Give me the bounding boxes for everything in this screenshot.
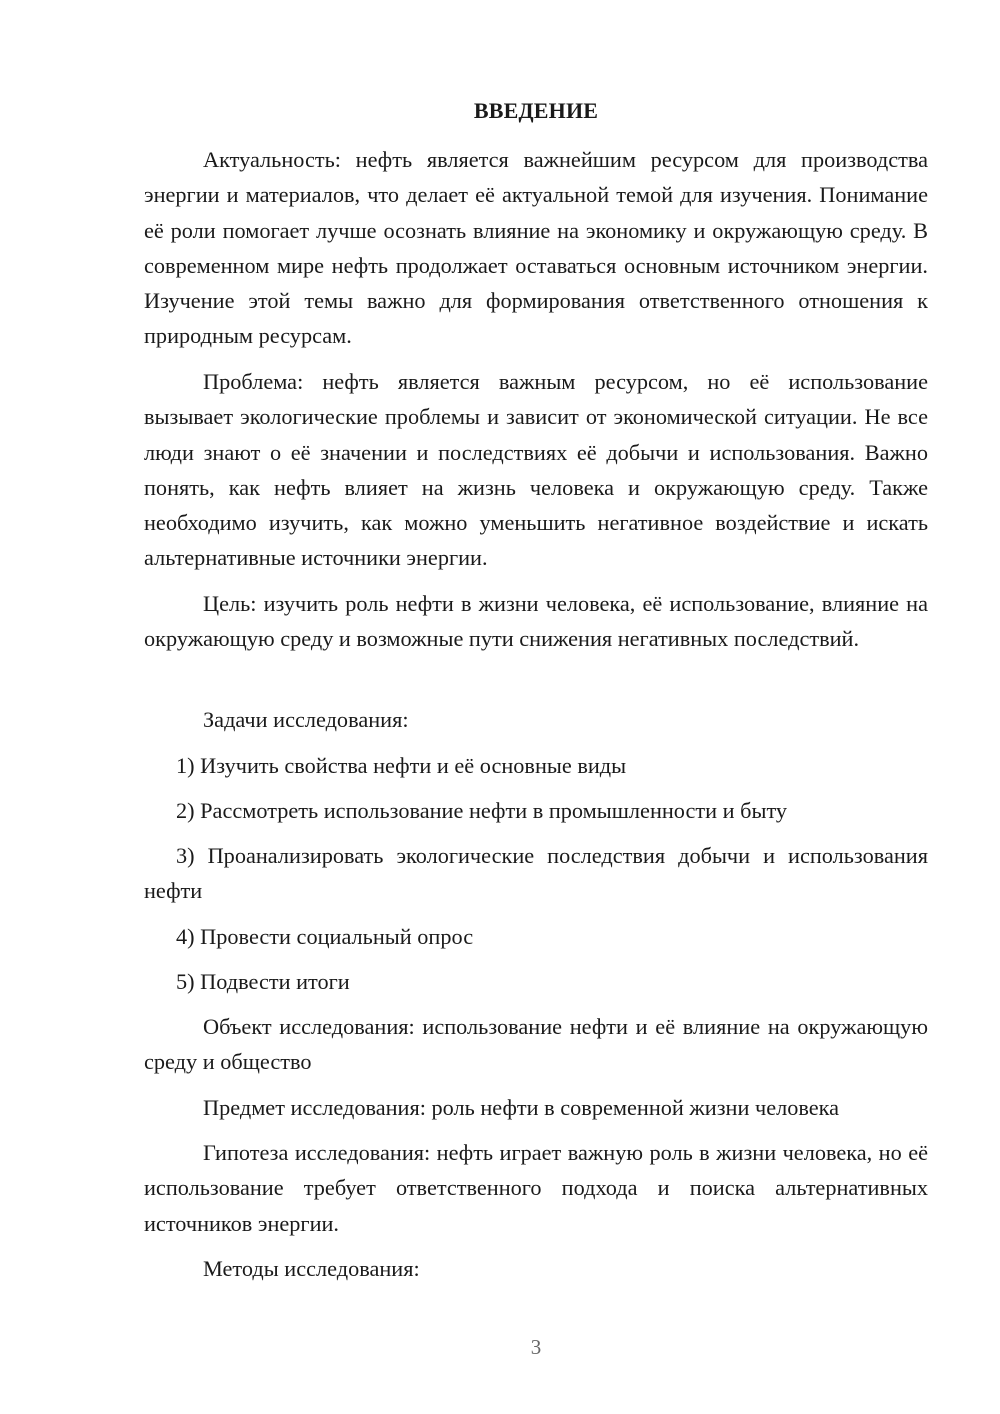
paragraph-subject: Предмет исследования: роль нефти в современной жизни человека [203,1095,840,1120]
page-title: ВВЕДЕНИЕ [473,98,599,123]
paragraph-tasks-heading: Задачи исследования: [203,707,409,732]
task-item-2: 2) Рассмотреть использование нефти в промышленности и быту [176,798,788,823]
paragraph-problem: Проблема: нефть является важным ресурсом, но её использование вызывает экологические проблемы и зависит от экономической ситуации. Не все люди знают о её значении и последствиях её добычи и использования. Важно понять, как нефть влияет на жизнь человека и окружающую среду. Также необходимо изучить, как можно уменьшить негативное воздействие и искать альтернативные источники энергии. [144,369,928,571]
paragraph-hypothesis: Гипотеза исследования: нефть играет важную роль в жизни человека, но её использование требует ответственного подхода и поиска альтернативных источников энергии. [144,1140,928,1236]
paragraph-methods: Методы исследования: [203,1256,420,1281]
document-page [144,0,928,1414]
task-item-5: 5) Подвести итоги [176,969,350,994]
task-item-3: 3) Проанализировать экологические последствия добычи и использования нефти [144,843,928,904]
page-number: 3 [530,1335,542,1359]
task-item-4: 4) Провести социальный опрос [176,924,474,949]
paragraph-goal: Цель: изучить роль нефти в жизни человека, её использование, влияние на окружающую среду и возможные пути снижения негативных последствий. [144,591,928,652]
paragraph-relevance: Актуальность: нефть является важнейшим ресурсом для производства энергии и материалов, что делает её актуальной темой для изучения. Понимание её роли помогает лучше осознать влияние на экономику и окружающую среду. В современном мире нефть продолжает оставаться основным источником энергии. Изучение этой темы важно для формирования ответственного отношения к природным ресурсам. [144,147,928,349]
task-item-1: 1) Изучить свойства нефти и её основные виды [176,753,627,778]
paragraph-object: Объект исследования: использование нефти и её влияние на окружающую среду и общество [144,1014,928,1075]
